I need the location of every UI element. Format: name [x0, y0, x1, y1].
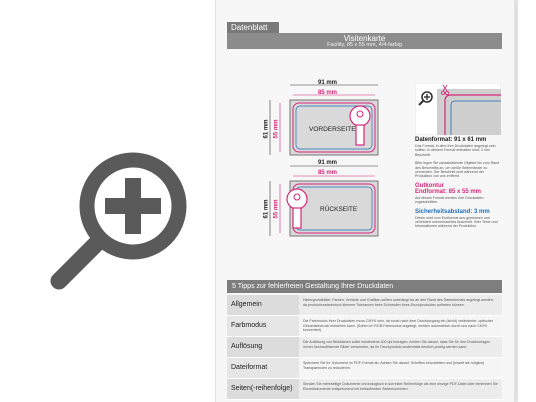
front-width-outer: 91 mm — [318, 80, 338, 86]
tip-key: Farbmodus — [227, 316, 299, 336]
tip-row — [227, 316, 502, 337]
corner-detail — [415, 83, 501, 135]
safety-title: Sicherheitsabstand: 3 mm — [415, 208, 490, 215]
page-title: Visitenkarte — [343, 34, 386, 43]
format-text: Das Format, in dem Ihre Druckdaten angelegt sein sollten. In diesem Format enthalten sind: 3 mm Beschnitt. — [415, 144, 496, 157]
datasheet-tab: Datenblatt — [227, 22, 279, 33]
tip-key: Allgemein — [227, 295, 299, 315]
tip-text: Die Auflösung von Bilddateien sollte mindestens 300 dpi betragen. Achten Sie darauf, dass Sie für Ihre Druckvorlagen immer hochauflösende Bilder verwenden, da Ihr Druckprodukt andernfalls deutlich pixelig werden kann. — [299, 337, 502, 357]
contour-subtitle: Endformat: 85 x 55 mm — [415, 188, 482, 195]
zoom-in-icon[interactable] — [45, 144, 195, 294]
front-label: VORDERSEITE — [309, 126, 356, 133]
tip-text: Senden Sie mehrseitige Dokumente chronologisch in korrekter Reihenfolge als eine einzige PDF-Datei oder benennen Sie Einzeldokumente entsprechend mit fortlaufenden Seitennummern. — [299, 379, 502, 399]
format-text-2: Bitte legen Sie randabfallende Objekte bis zum Rand des Beschnitts an, um weiße Seitenränder zu vermeiden. Der Beschnitt wird während der Produktion von uns entfernt. — [415, 161, 500, 179]
tip-text: Speichern Sie Ihr Dokument im PDF-Format ab. Achten Sie darauf, Schriften einzubetten und (soweit als möglich) Transparenzen zu reduzieren. — [299, 358, 502, 378]
back-height-outer: 61 mm — [263, 199, 270, 219]
back-width-outer: 91 mm — [318, 160, 338, 166]
back-label: RÜCKSEITE — [320, 206, 358, 213]
front-width-inner: 85 mm — [318, 90, 338, 96]
contour-text: Auf dieses Format werden Ihre Druckdaten zugeschnitten. — [415, 195, 484, 205]
tip-key: Dateiformat — [227, 358, 299, 378]
front-height-inner: 55 mm — [273, 119, 280, 139]
back-height-inner: 55 mm — [273, 199, 280, 219]
page-subtitle: Facility, 85 x 55 mm, 4/4-farbig — [327, 42, 402, 48]
title-bar — [227, 33, 502, 49]
tips-heading: 5 Tipps zur fehlerfreien Gestaltung Ihrer Druckdaten — [227, 280, 502, 293]
tip-text: Hintergrundbilder, Farben, Verläufe und Grafiken sollten unbedingt bis an den Rand des Datenformats angelegt werden, da produktionstechnisch kleinere Toleranzen beim Schneiden Ihres Druckproduktes auftreten können. — [299, 295, 502, 315]
sidebar-notes — [415, 137, 501, 233]
contour-title: Gutkontur — [415, 182, 444, 189]
front-height-outer: 61 mm — [263, 119, 270, 139]
tip-row — [227, 379, 502, 400]
back-width-inner: 85 mm — [318, 170, 338, 176]
safety-text: Dieser wird vom Endformat aus gemessen und verhindert unerwünschtes Anschnitt. Ihrer Texte und Informationen während der Produktion. — [415, 215, 498, 229]
tip-row — [227, 358, 502, 379]
tip-key: Seiten(-reihenfolge) — [227, 379, 299, 399]
tip-key: Auflösung — [227, 337, 299, 357]
tip-row — [227, 337, 502, 358]
tips-table — [227, 295, 502, 400]
tip-text: Die Farbmodus Ihrer Druckdaten muss CMYK sein, da sonst nach dem Druckvorgang ein (leicht) veränderter, optischer Gesamteindruck entstehen kann. (Sofern im RGB-Farbmodus angelegt, werden automatisch durch uns nach CMYK konvertiert) — [299, 316, 502, 336]
datasheet-page[interactable] — [215, 0, 515, 402]
format-title: Datenformat: 91 x 61 mm — [415, 137, 487, 143]
tip-row — [227, 295, 502, 316]
